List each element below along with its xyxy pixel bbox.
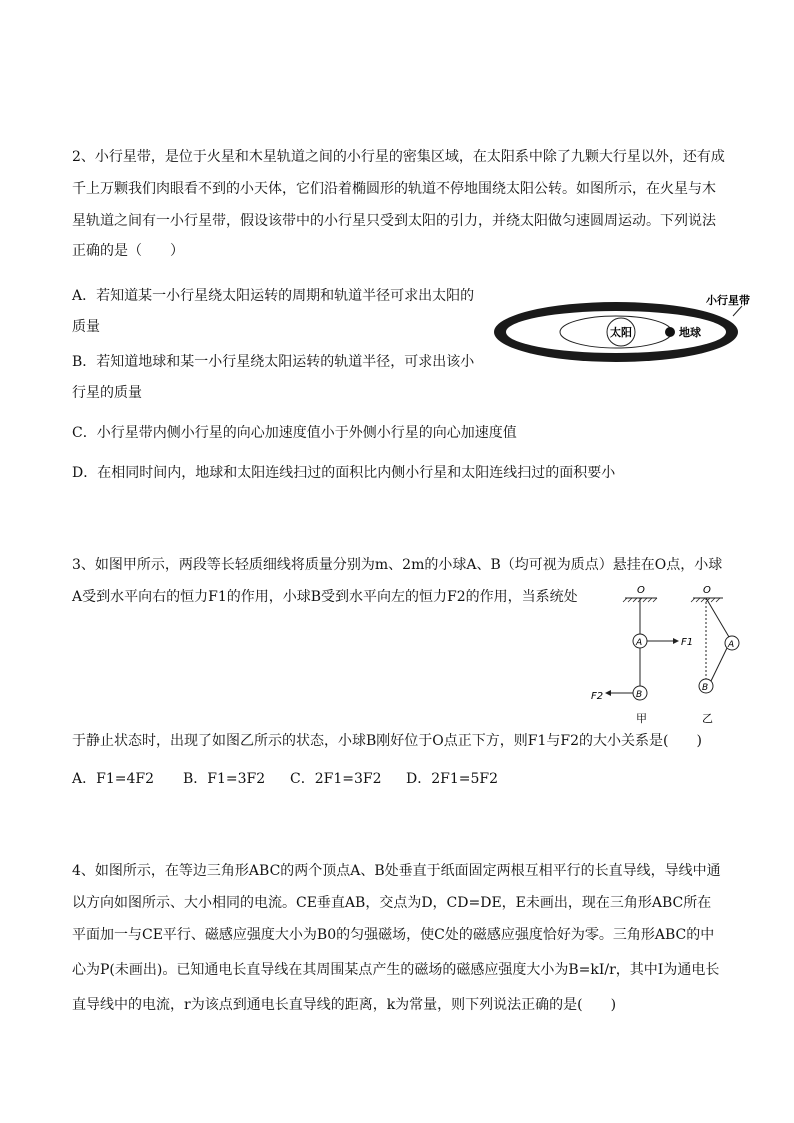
q2-line-4: 正确的是（ ） bbox=[72, 243, 184, 259]
q2-option-d: D．在相同时间内，地球和太阳连线扫过的面积比内侧小行星和太阳连线扫过的面积要小 bbox=[72, 465, 616, 481]
q3-line-2: A受到水平向右的恒力F1的作用，小球B受到水平向左的恒力F2的作用，当系统处 bbox=[72, 589, 578, 605]
arrow-f1-head bbox=[673, 638, 679, 644]
string-ab-yi bbox=[711, 648, 727, 681]
earth-label: 地球 bbox=[679, 326, 701, 339]
q4-line-1: 4、如图所示，在等边三角形ABC的两个顶点A、B处垂直于纸面固定两根互相平行的长直导线，导线中通 bbox=[72, 863, 721, 879]
q3-option-a: A．F1=4F2 bbox=[72, 771, 154, 787]
q4-line-4: 心为P(未画出)。已知通电长直导线在其周围某点产生的磁场的磁感应强度大小为B=kI/r，其中I为通电长 bbox=[72, 962, 720, 978]
caption-jia: 甲 bbox=[636, 712, 647, 725]
ball-a-label-yi: A bbox=[728, 640, 735, 650]
asteroid-belt-figure bbox=[490, 292, 780, 364]
string-oa-yi bbox=[706, 598, 729, 637]
belt-pointer bbox=[733, 306, 742, 316]
sun-label: 太阳 bbox=[610, 326, 632, 339]
q2-line-3: 星轨道之间有一小行星带，假设该带中的小行星只受到太阳的引力，并绕太阳做匀速圆周运动。下列说法 bbox=[72, 213, 716, 229]
q2-option-b-line-2: 行星的质量 bbox=[72, 385, 142, 401]
arrow-f2-head bbox=[605, 690, 611, 696]
hanging-balls-figure bbox=[585, 578, 755, 728]
q2-line-1: 2、小行星带，是位于火星和木星轨道之间的小行星的密集区域，在太阳系中除了九颗大行星以外，还有成 bbox=[72, 149, 725, 165]
q3-option-d: D．2F1=5F2 bbox=[406, 771, 499, 787]
ball-b-label-yi: B bbox=[702, 683, 709, 693]
q2-option-a-line-1: A．若知道某一小行星绕太阳运转的周期和轨道半径可求出太阳的 bbox=[72, 288, 475, 304]
q3-line-1: 3、如图甲所示，两段等长轻质细线将质量分别为m、2m的小球A、B（均可视为质点）悬挂在O点，小球 bbox=[72, 557, 723, 573]
label-f2: F2 bbox=[591, 691, 604, 702]
q3-option-c: C．2F1=3F2 bbox=[290, 771, 382, 787]
earth-shape bbox=[665, 327, 675, 337]
belt-label: 小行星带 bbox=[706, 294, 750, 307]
label-f1: F1 bbox=[681, 637, 694, 648]
q3-option-b: B．F1=3F2 bbox=[183, 771, 266, 787]
q2-line-2: 千上万颗我们肉眼看不到的小天体，它们沿着椭圆形的轨道不停地围绕太阳公转。如图所示，在火星与木 bbox=[72, 181, 716, 197]
q2-option-a-line-2: 质量 bbox=[72, 319, 100, 335]
point-o-yi: O bbox=[703, 585, 711, 596]
q2-option-b-line-1: B．若知道地球和某一小行星绕太阳运转的轨道半径，可求出该小 bbox=[72, 354, 475, 370]
ball-a-label-jia: A bbox=[636, 638, 643, 648]
q4-line-5: 直导线中的电流，r为该点到通电长直导线的距离，k为常量，则下列说法正确的是( ) bbox=[72, 997, 617, 1013]
q4-line-3: 平面加一与CE平行、磁感应强度大小为B0的匀强磁场，使C处的磁感应强度恰好为零。三角形ABC的中 bbox=[72, 927, 715, 943]
q2-option-c: C．小行星带内侧小行星的向心加速度值小于外侧小行星的向心加速度值 bbox=[72, 425, 517, 441]
point-o-jia: O bbox=[637, 585, 645, 596]
q4-line-2: 以方向如图所示、大小相同的电流。CE垂直AB，交点为D，CD=DE，E未画出，现在三角形ABC所在 bbox=[72, 895, 712, 911]
caption-yi: 乙 bbox=[702, 712, 713, 725]
q3-line-3: 于静止状态时，出现了如图乙所示的状态，小球B刚好位于O点正下方，则F1与F2的大小关系是( ) bbox=[72, 733, 702, 749]
ball-b-label-jia: B bbox=[636, 690, 643, 700]
